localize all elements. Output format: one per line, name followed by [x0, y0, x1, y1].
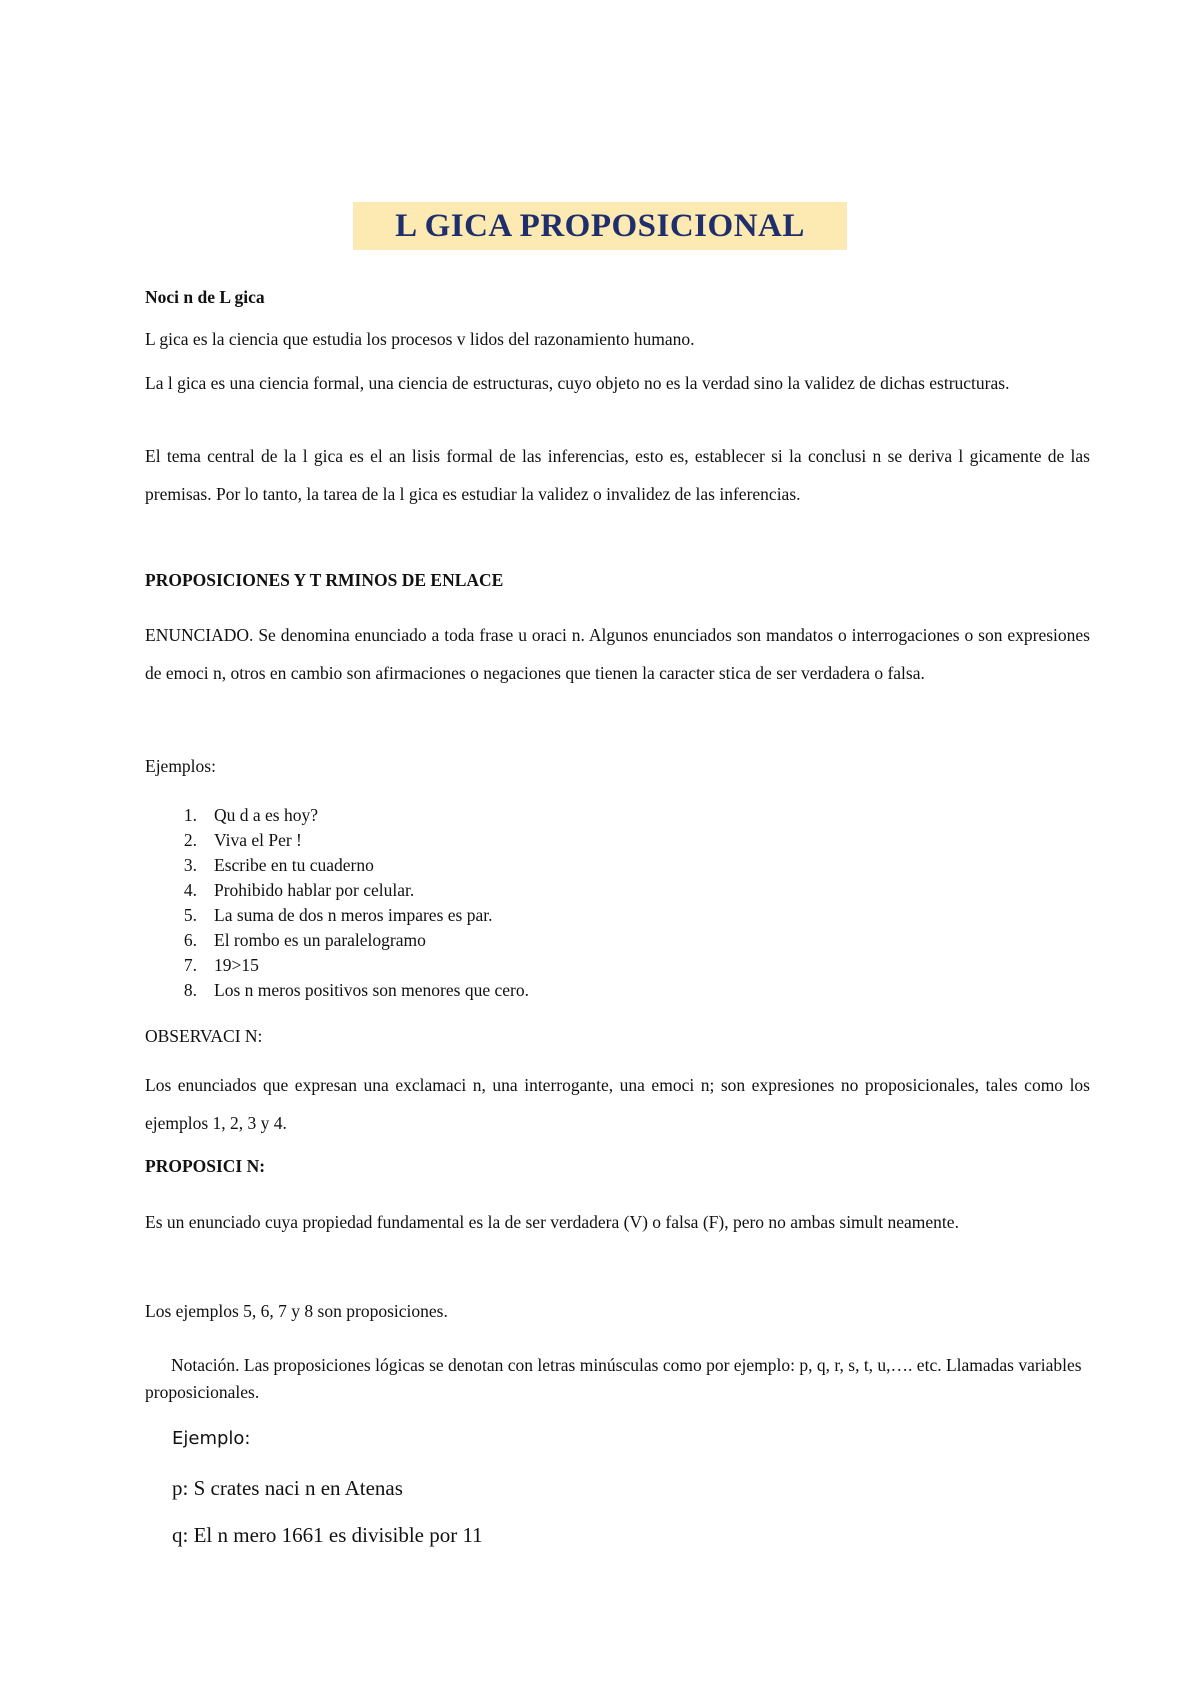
page-title: L GICA PROPOSICIONAL	[395, 207, 805, 244]
list-item: 5. La suma de dos n meros impares es par.	[183, 905, 493, 925]
observation-label: OBSERVACI N:	[145, 1026, 263, 1046]
examples-list	[145, 803, 1045, 1003]
example-label: Ejemplo:	[172, 1428, 251, 1449]
list-item: 4. Prohibido hablar por celular.	[183, 880, 415, 900]
list-item: 3. Escribe en tu cuaderno	[183, 855, 374, 875]
list-item: 2. Viva el Per !	[183, 830, 302, 850]
list-item: 1. Qu d a es hoy?	[183, 805, 319, 825]
list-item: 8. Los n meros positivos son menores que cero.	[183, 980, 529, 1000]
examples-label: Ejemplos:	[145, 756, 216, 776]
example-p: p: S crates naci n en Atenas	[172, 1476, 403, 1500]
paragraph-enunciado: ENUNCIADO. Se denomina enunciado a toda frase u oraci n. Algunos enunciados son mandatos o interrogaciones o son expresiones de emoci n, otros en cambio son afirmaciones o negaciones que tienen la caracter stica de ser verdadera o falsa.	[145, 625, 1090, 683]
paragraph-proposition-definition: Es un enunciado cuya propiedad fundamental es la de ser verdadera (V) o falsa (F), pero no ambas simult neamente.	[145, 1212, 959, 1232]
title-banner	[353, 202, 847, 250]
list-item: 7. 19>15	[183, 955, 259, 975]
paragraph-central-theme: El tema central de la l gica es el an lisis formal de las inferencias, esto es, establecer si la conclusi n se deriva l gicamente de las premisas. Por lo tanto, la tarea de la l gica es estudiar la validez o invalidez de las inferencias.	[145, 446, 1090, 504]
section-heading-nocion: Noci n de L gica	[145, 287, 265, 307]
paragraph-definition: L gica es la ciencia que estudia los procesos v lidos del razonamiento humano.	[145, 329, 695, 349]
example-q: q: El n mero 1661 es divisible por 11	[172, 1523, 483, 1547]
paragraph-examples-propositions: Los ejemplos 5, 6, 7 y 8 son proposiciones.	[145, 1301, 448, 1321]
section-heading-proposicion: PROPOSICI N:	[145, 1156, 266, 1176]
paragraph-notation: Notación. Las proposiciones lógicas se denotan con letras minúsculas como por ejemplo: p, q, r, s, t, u,…. etc. Llamadas variables proposicionales.	[145, 1355, 1082, 1402]
paragraph-observation: Los enunciados que expresan una exclamaci n, una interrogante, una emoci n; son expresiones no proposicionales, tales como los ejemplos 1, 2, 3 y 4.	[145, 1075, 1090, 1133]
list-item: 6. El rombo es un paralelogramo	[183, 930, 426, 950]
paragraph-formal-science: La l gica es una ciencia formal, una ciencia de estructuras, cuyo objeto no es la verdad sino la validez de dichas estructuras.	[145, 373, 1010, 393]
section-heading-proposiciones: PROPOSICIONES Y T RMINOS DE ENLACE	[145, 570, 504, 590]
